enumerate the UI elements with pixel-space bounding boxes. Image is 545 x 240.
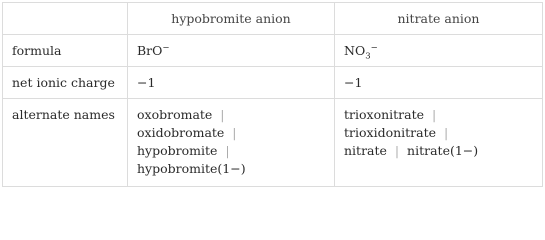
hypobromite-formula: BrO− bbox=[128, 35, 335, 67]
nitrate-names: trioxonitrate | trioxidonitrate | nitrate | nitrate(1−) bbox=[335, 99, 543, 187]
names-row bbox=[3, 99, 543, 187]
nitrate-charge: −1 bbox=[335, 67, 543, 99]
row-label-formula: formula bbox=[3, 35, 128, 67]
column-header-hypobromite: hypobromite anion bbox=[128, 3, 335, 35]
row-label-names: alternate names bbox=[3, 99, 128, 187]
hypobromite-charge: −1 bbox=[128, 67, 335, 99]
charge-row bbox=[3, 67, 543, 99]
hypobromite-names: oxobromate | oxidobromate | hypobromite | hypobromite(1−) bbox=[128, 99, 335, 187]
nitrate-formula: $NO_3^-$ bbox=[335, 35, 543, 67]
corner-cell bbox=[3, 3, 128, 35]
header-row bbox=[3, 3, 543, 35]
comparison-table bbox=[2, 2, 543, 187]
formula-row bbox=[3, 35, 543, 67]
row-label-charge: net ionic charge bbox=[3, 67, 128, 99]
column-header-nitrate: nitrate anion bbox=[335, 3, 543, 35]
